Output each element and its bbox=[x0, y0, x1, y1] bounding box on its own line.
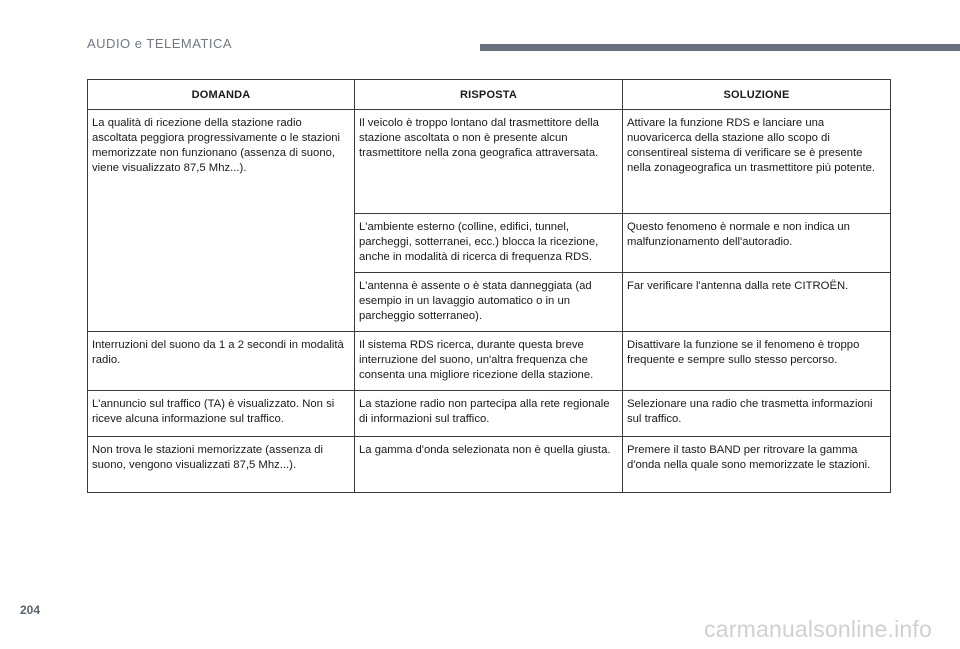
solution-cell: Premere il tasto BAND per ritrovare la gamma d'onda nella quale sono memorizzate le stazioni. bbox=[623, 437, 891, 493]
table-row bbox=[88, 437, 891, 493]
table-row bbox=[88, 391, 891, 437]
column-header-risposta: RISPOSTA bbox=[355, 80, 623, 110]
answer-cell: Il veicolo è troppo lontano dal trasmettitore della stazione ascoltata o non è presente alcun trasmettitore nella zona geografica attraversata. bbox=[355, 110, 623, 214]
table-header-row bbox=[88, 80, 891, 110]
answer-cell: Il sistema RDS ricerca, durante questa breve interruzione del suono, un'altra frequenza che consenta una migliore ricezione della stazione. bbox=[355, 332, 623, 391]
question-cell: L'annuncio sul traffico (TA) è visualizzato. Non si riceve alcuna informazione sul traffico. bbox=[88, 391, 355, 437]
solution-cell: Questo fenomeno è normale e non indica un malfunzionamento dell'autoradio. bbox=[623, 214, 891, 273]
solution-cell: Selezionare una radio che trasmetta informazioni sul traffico. bbox=[623, 391, 891, 437]
question-cell: Interruzioni del suono da 1 a 2 secondi in modalità radio. bbox=[88, 332, 355, 391]
answer-cell: La stazione radio non partecipa alla rete regionale di informazioni sul traffico. bbox=[355, 391, 623, 437]
header-bar bbox=[480, 44, 960, 51]
solution-cell: Attivare la funzione RDS e lanciare una nuovaricerca della stazione allo scopo di consentireal sistema di verificare se è presente nella zonageografica un trasmettitore più potente. bbox=[623, 110, 891, 214]
solution-cell: Far verificare l'antenna dalla rete CITROËN. bbox=[623, 273, 891, 332]
question-cell: Non trova le stazioni memorizzate (assenza di suono, vengono visualizzati 87,5 Mhz...). bbox=[88, 437, 355, 493]
watermark: carmanualsonline.info bbox=[704, 616, 932, 642]
table-row bbox=[88, 110, 891, 214]
column-header-domanda: DOMANDA bbox=[88, 80, 355, 110]
question-cell: La qualità di ricezione della stazione radio ascoltata peggiora progressivamente o le stazioni memorizzate non funzionano (assenza di suono, viene visualizzato 87,5 Mhz...). bbox=[88, 110, 355, 332]
solution-cell: Disattivare la funzione se il fenomeno è troppo frequente e sempre sullo stesso percorso. bbox=[623, 332, 891, 391]
column-header-soluzione: SOLUZIONE bbox=[623, 80, 891, 110]
page-number: 204 bbox=[20, 603, 41, 617]
answer-cell: L'ambiente esterno (colline, edifici, tunnel, parcheggi, sotterranei, ecc.) blocca la ricezione, anche in modalità di ricerca di frequenza RDS. bbox=[355, 214, 623, 273]
section-title: AUDIO e TELEMATICA bbox=[87, 36, 233, 51]
troubleshooting-table bbox=[87, 79, 891, 493]
table-row bbox=[88, 332, 891, 391]
answer-cell: La gamma d'onda selezionata non è quella giusta. bbox=[355, 437, 623, 493]
answer-cell: L'antenna è assente o è stata danneggiata (ad esempio in un lavaggio automatico o in un parcheggio sotterraneo). bbox=[355, 273, 623, 332]
